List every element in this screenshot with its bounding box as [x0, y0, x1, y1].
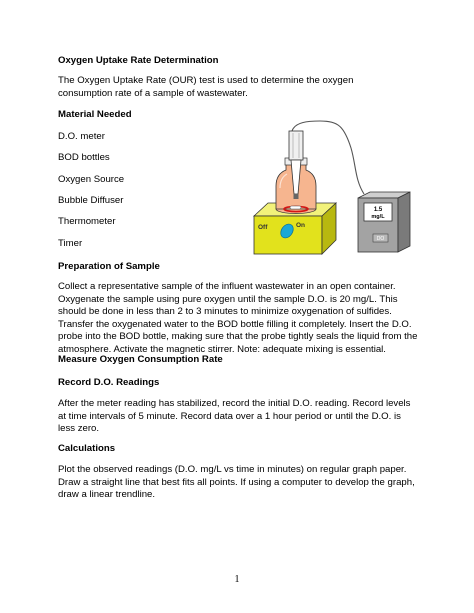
calculations-heading: Calculations	[58, 443, 116, 454]
record-heading: Record D.O. Readings	[58, 377, 160, 388]
stirrer-on-label: On	[296, 222, 306, 229]
material-item: Bubble Diffuser	[58, 195, 124, 206]
material-item: Thermometer	[58, 216, 116, 227]
page-number: 1	[234, 574, 240, 585]
preparation-heading: Preparation of Sample	[58, 261, 160, 272]
record-paragraph: After the meter reading has stabilized, record the initial D.O. reading. Record levels at time intervals of 5 minute. Record data over a 1 hour period or until the D.O. is less zero.	[58, 398, 411, 435]
measure-heading: Measure Oxygen Consumption Rate	[58, 354, 223, 365]
meter-button-label: DO	[376, 236, 385, 242]
calculations-paragraph: Plot the observed readings (D.O. mg/L vs time in minutes) on regular graph paper. Draw a straight line that best fits all points. If using a computer to develop the graph, draw a linear trendline.	[58, 464, 415, 501]
document-title: Oxygen Uptake Rate Determination	[58, 55, 219, 66]
do-meter	[358, 192, 410, 252]
intro-paragraph: The Oxygen Uptake Rate (OUR) test is used to determine the oxygen consumption rate of a sample of wastewater.	[58, 75, 354, 99]
meter-unit: mg/L	[371, 214, 385, 220]
material-item: Timer	[58, 238, 83, 249]
material-item: Oxygen Source	[58, 174, 125, 185]
meter-reading: 1.5	[373, 207, 383, 213]
stirrer-off-label: Off	[258, 224, 268, 231]
materials-heading: Material Needed	[58, 109, 132, 120]
preparation-paragraph: Collect a representative sample of the influent wastewater in an open container. Oxygenate the sample using pure oxygen until the sample D.O. is 20 mg/L. This should be done in less than 2 to 3 minutes to minimize oxygenation of sulfides. Transfer the oxygenated water to the BOD bottle filling it completely. Insert the D.O. probe into the BOD bottle, making sure that the probe tightly seals the liquid from the atmosphere. Activate the magnetic stirrer. Note: adequate mixing is essential.	[58, 281, 418, 355]
material-item: BOD bottles	[58, 152, 110, 163]
material-item: D.O. meter	[58, 131, 105, 142]
do-meter-illustration	[240, 118, 420, 258]
